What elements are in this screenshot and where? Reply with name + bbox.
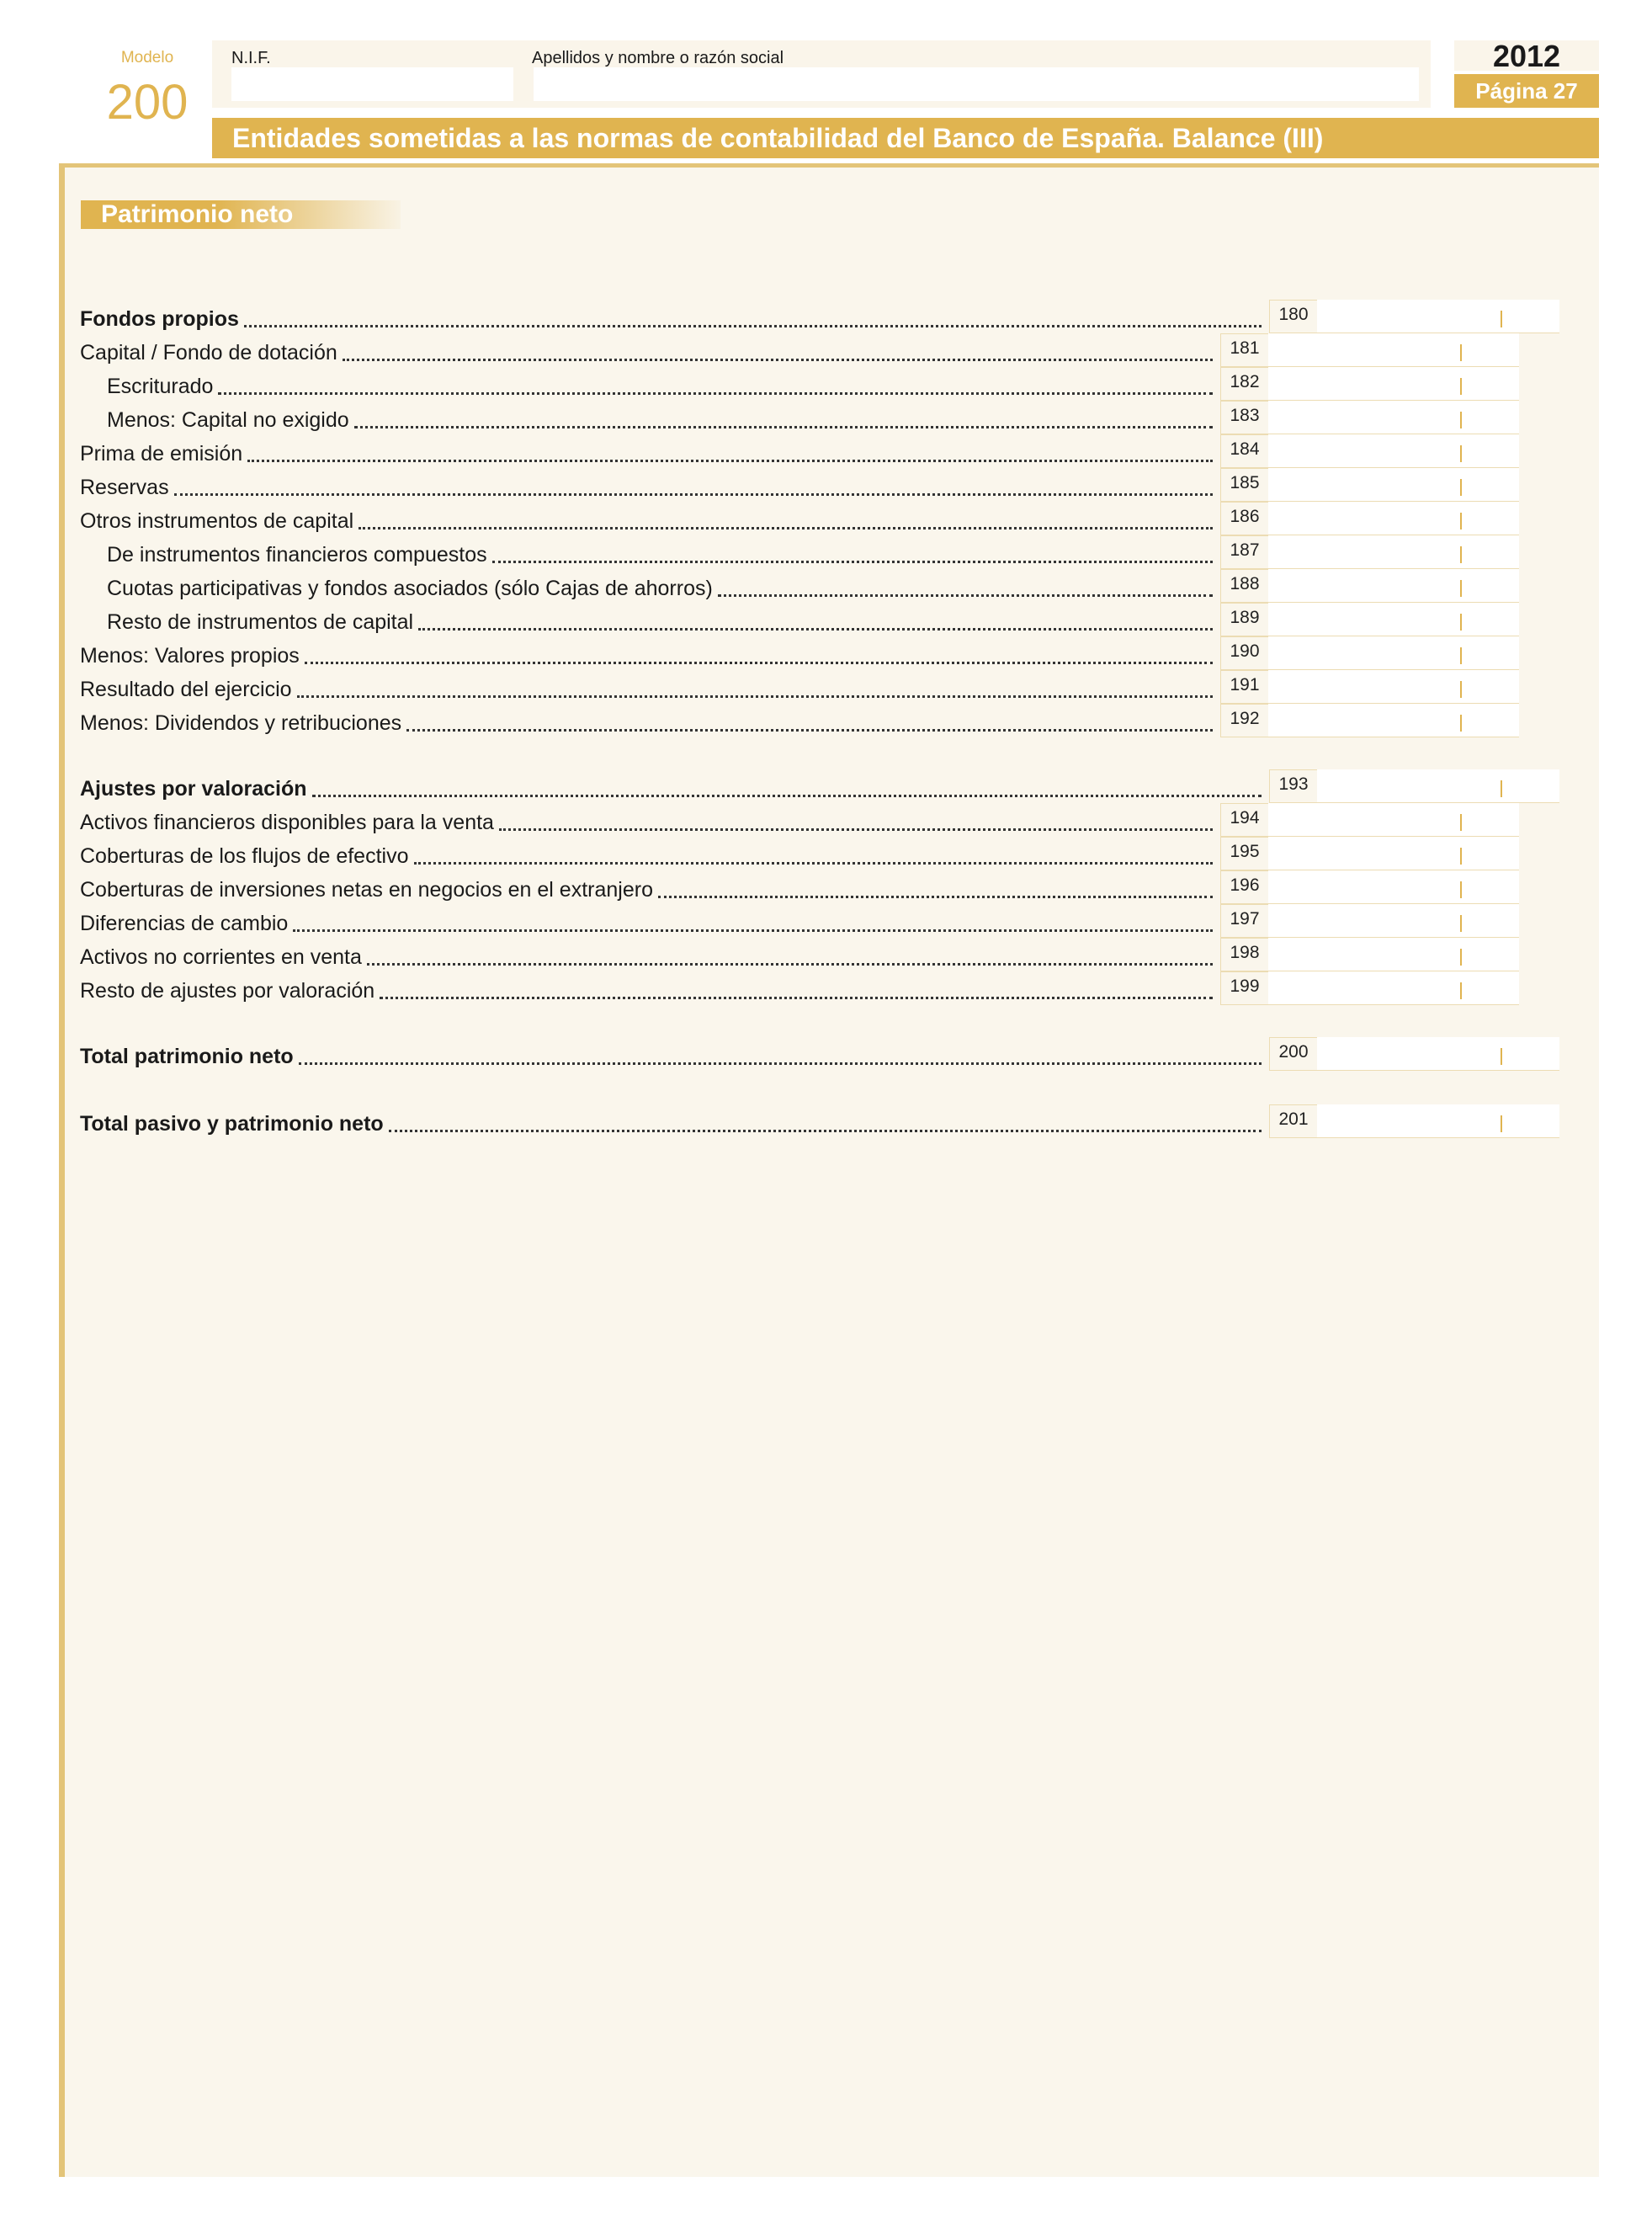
dot-leader: [418, 628, 1213, 631]
dot-leader: [380, 997, 1213, 999]
decimal-mark: [1460, 881, 1462, 898]
decimal-mark: [1460, 949, 1462, 966]
decimal-mark: [1460, 915, 1462, 932]
row-label: Coberturas de los flujos de efectivo: [80, 844, 409, 868]
box-code: 195: [1220, 837, 1269, 870]
decimal-mark: [1460, 848, 1462, 865]
box-code: 181: [1220, 333, 1269, 367]
row-label: Reservas: [80, 476, 169, 499]
box-code: 189: [1220, 603, 1269, 636]
dot-leader: [218, 392, 1213, 395]
page-badge: Página 27: [1454, 74, 1599, 108]
amount-field[interactable]: [1317, 300, 1559, 333]
amount-field[interactable]: [1268, 904, 1519, 938]
box-code: 201: [1269, 1104, 1318, 1138]
decimal-mark: [1460, 513, 1462, 529]
dot-leader: [354, 426, 1213, 428]
section-title: Patrimonio neto: [81, 200, 401, 229]
decimal-mark: [1460, 982, 1462, 999]
dot-leader: [244, 325, 1262, 327]
amount-field[interactable]: [1268, 971, 1519, 1005]
amount-field[interactable]: [1268, 603, 1519, 636]
decimal-mark: [1460, 378, 1462, 395]
decimal-mark: [1460, 445, 1462, 462]
dot-leader: [389, 1130, 1262, 1132]
amount-field[interactable]: [1268, 434, 1519, 468]
amount-field[interactable]: [1268, 502, 1519, 535]
row-label: Resultado del ejercicio: [80, 678, 292, 701]
name-field[interactable]: [534, 67, 1419, 101]
decimal-mark: [1460, 614, 1462, 631]
amount-field[interactable]: [1268, 670, 1519, 704]
decimal-mark: [1501, 1115, 1502, 1132]
amount-field[interactable]: [1268, 803, 1519, 837]
amount-field[interactable]: [1268, 367, 1519, 401]
decimal-mark: [1460, 412, 1462, 428]
decimal-mark: [1460, 647, 1462, 664]
row-label: De instrumentos financieros compuestos: [107, 543, 487, 567]
nif-label: N.I.F.: [231, 49, 271, 67]
box-code: 196: [1220, 870, 1269, 904]
box-code: 185: [1220, 468, 1269, 502]
box-code: 197: [1220, 904, 1269, 938]
box-code: 188: [1220, 569, 1269, 603]
decimal-mark: [1501, 311, 1502, 327]
dot-leader: [414, 862, 1214, 865]
dot-leader: [297, 695, 1213, 698]
amount-field[interactable]: [1317, 769, 1559, 803]
amount-field[interactable]: [1268, 938, 1519, 971]
box-code: 200: [1269, 1037, 1318, 1071]
row-label: Prima de emisión: [80, 442, 243, 466]
box-code: 193: [1269, 769, 1318, 803]
row-label: Menos: Capital no exigido: [107, 408, 349, 432]
amount-field[interactable]: [1268, 569, 1519, 603]
row-label: Activos no corrientes en venta: [80, 945, 362, 969]
row-label: Coberturas de inversiones netas en negocios en el extranjero: [80, 878, 653, 902]
dot-leader: [359, 527, 1213, 529]
decimal-mark: [1501, 780, 1502, 797]
dot-leader: [499, 828, 1213, 831]
page-title: Entidades sometidas a las normas de contabilidad del Banco de España. Balance (III): [212, 118, 1599, 158]
decimal-mark: [1460, 580, 1462, 597]
box-code: 194: [1220, 803, 1269, 837]
row-label: Resto de ajustes por valoración: [80, 979, 375, 1003]
decimal-mark: [1460, 814, 1462, 831]
dot-leader: [343, 359, 1213, 361]
row-label: Diferencias de cambio: [80, 912, 289, 935]
row-label: Fondos propios: [80, 307, 239, 331]
box-code: 183: [1220, 401, 1269, 434]
year: 2012: [1492, 39, 1561, 73]
modelo-number: 200: [106, 75, 189, 130]
decimal-mark: [1460, 479, 1462, 496]
dot-leader: [367, 963, 1213, 966]
row-label: Total pasivo y patrimonio neto: [80, 1112, 384, 1136]
amount-field[interactable]: [1317, 1104, 1559, 1138]
dot-leader: [406, 729, 1213, 732]
dot-leader: [312, 795, 1262, 797]
dot-leader: [247, 460, 1213, 462]
dot-leader: [492, 561, 1213, 563]
box-code: 190: [1220, 636, 1269, 670]
box-code: 198: [1220, 938, 1269, 971]
amount-field[interactable]: [1268, 870, 1519, 904]
dot-leader: [305, 662, 1213, 664]
amount-field[interactable]: [1268, 468, 1519, 502]
row-label: Menos: Dividendos y retribuciones: [80, 711, 402, 735]
decimal-mark: [1460, 344, 1462, 361]
amount-field[interactable]: [1268, 837, 1519, 870]
row-label: Menos: Valores propios: [80, 644, 300, 668]
dot-leader: [658, 896, 1213, 898]
dot-leader: [174, 493, 1213, 496]
modelo-label: Modelo: [120, 49, 174, 67]
box-code: 199: [1220, 971, 1269, 1005]
row-label: Activos financieros disponibles para la venta: [80, 811, 494, 834]
row-label: Total patrimonio neto: [80, 1045, 294, 1068]
box-code: 192: [1220, 704, 1269, 737]
row-label: Cuotas participativas y fondos asociados (sólo Cajas de ahorros): [107, 577, 713, 600]
decimal-mark: [1460, 681, 1462, 698]
decimal-mark: [1501, 1048, 1502, 1065]
row-label: Capital / Fondo de dotación: [80, 341, 337, 365]
name-label: Apellidos y nombre o razón social: [532, 49, 784, 67]
box-code: 182: [1220, 367, 1269, 401]
box-code: 187: [1220, 535, 1269, 569]
box-code: 180: [1269, 300, 1318, 333]
row-label: Otros instrumentos de capital: [80, 509, 354, 533]
amount-field[interactable]: [1268, 401, 1519, 434]
dot-leader: [299, 1062, 1262, 1065]
row-label: Escriturado: [107, 375, 214, 398]
amount-field[interactable]: [1268, 704, 1519, 737]
box-code: 184: [1220, 434, 1269, 468]
decimal-mark: [1460, 715, 1462, 732]
amount-field[interactable]: [1268, 535, 1519, 569]
dot-leader: [293, 929, 1213, 932]
dot-leader: [718, 594, 1213, 597]
box-code: 191: [1220, 670, 1269, 704]
amount-field[interactable]: [1317, 1037, 1559, 1071]
nif-field[interactable]: [231, 67, 513, 101]
decimal-mark: [1460, 546, 1462, 563]
box-code: 186: [1220, 502, 1269, 535]
row-label: Ajustes por valoración: [80, 777, 307, 801]
row-label: Resto de instrumentos de capital: [107, 610, 414, 634]
amount-field[interactable]: [1268, 333, 1519, 367]
amount-field[interactable]: [1268, 636, 1519, 670]
